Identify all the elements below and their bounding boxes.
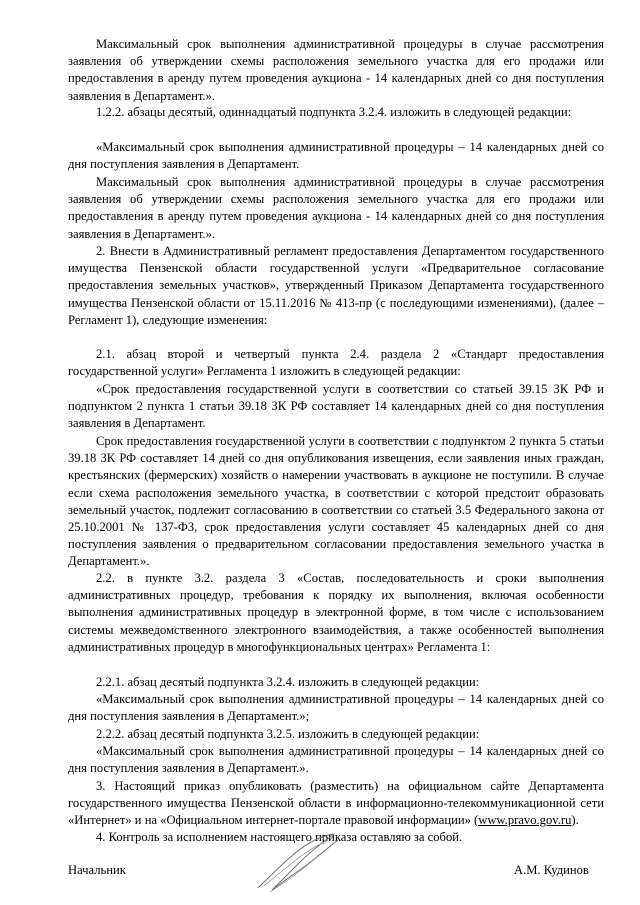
paragraph-3-publish xyxy=(68,778,604,830)
signatory-name: А.М. Кудинов xyxy=(514,863,589,877)
paragraph-1-1-max-term-auction: Максимальный срок выполнения административной процедуры в случае рассмотрения заявления об утверждении схемы расположения земельного участка для его продажи или предоставления в аренду путем проведения аукциона - 14 календарных дней со дня поступления заявления в Департамент.». xyxy=(68,37,604,103)
paragraph-1-2-2-quote-2: Максимальный срок выполнения административной процедуры в случае рассмотрения заявления об утверждении схемы расположения земельного участка для его продажи или предоставления в аренду путем проведения аукциона - 14 календарных дней со дня поступления заявления в Департамент.». xyxy=(68,175,604,241)
paragraph-4-control: 4. Контроль за исполнением настоящего приказа оставляю за собой. xyxy=(96,830,463,844)
paragraph-1-2-2-quote-1: «Максимальный срок выполнения административной процедуры – 14 календарных дней со дня поступления заявления в Департамент. xyxy=(68,140,604,172)
paragraph-2-2: 2.2. в пункте 3.2. раздела 3 «Состав, последовательность и сроки выполнения административных процедур, требования к порядку их выполнения, включая особенности выполнения административных процедур в электронной форме, в том числе с использованием системы межведомственного электронного взаимодействия, а также особенностей выполнения административных процедур в многофункциональных центрах» Регламента 1: xyxy=(68,571,604,654)
paragraph-2-amend-regulation-1: 2. Внести в Административный регламент предоставления Департаментом государственного имущества Пензенской области государственной услуги «Предварительное согласование предоставления земельных участков», утвержденный Приказом Департамента государственного имущества Пензенской области от 15.11.2016 № 413-пр (с последующими изменениями), (далее – Регламент 1), следующие изменения: xyxy=(68,244,604,327)
paragraph-2-2-1-quote: «Максимальный срок выполнения административной процедуры – 14 календарных дней со дня поступления заявления в Департамент.»; xyxy=(68,692,604,724)
paragraph-2-2-2-quote: «Максимальный срок выполнения административной процедуры – 14 календарных дней со дня поступления заявления в Департамент.». xyxy=(68,744,604,776)
publish-text-after: ). xyxy=(571,813,579,828)
signatory-position: Начальник xyxy=(68,863,126,877)
paragraph-1-2-2: 1.2.2. абзацы десятый, одиннадцатый подпункта 3.2.4. изложить в следующей редакции: xyxy=(96,105,572,119)
paragraph-2-1-quote-2: Срок предоставления государственной услуги в соответствии с подпунктом 2 пункта 5 статьи 39.18 ЗК РФ составляет 14 дней со дня опубликования извещения, если заявления иных граждан, крестьянских (фермерских) хозяйств о намерении участвовать в аукционе не поступили. В случае если схема расположения земельного участка, в соответствии с которой предстоит образовать земельный участок, подлежит согласованию в соответствии со статьей 3.5 Федерального закона от 25.10.2001 № 137-ФЗ, срок предоставления услуги составляет 45 календарных дней со дня поступления заявления о предварительном согласовании предоставления земельного участка в Департамент.». xyxy=(68,434,604,569)
publish-text-before: 3. Настоящий приказ опубликовать (разместить) на официальном сайте Департамента государственного имущества Пензенской области в информационно-телекоммуникационной сети «Интернет» и на «Официальном интернет-портале правовой информации» ( xyxy=(68,779,604,828)
paragraph-2-1-quote-1: «Срок предоставления государственной услуги в соответствии со статьей 39.15 ЗК РФ и подпунктом 2 пункта 1 статьи 39.18 ЗК РФ составляет 14 календарных дней со дня поступления заявления в Департамент. xyxy=(68,382,604,431)
paragraph-2-1: 2.1. абзац второй и четвертый пункта 2.4. раздела 2 «Стандарт предоставления государственной услуги» Регламента 1 изложить в следующей редакции: xyxy=(68,347,604,379)
pravo-gov-link[interactable]: www.pravo.gov.ru xyxy=(478,813,572,828)
paragraph-2-2-2: 2.2.2. абзац десятый подпункта 3.2.5. изложить в следующей редакции: xyxy=(96,727,480,741)
paragraph-2-2-1: 2.2.1. абзац десятый подпункта 3.2.4. изложить в следующей редакции: xyxy=(96,675,480,689)
handwritten-signature xyxy=(250,828,345,896)
